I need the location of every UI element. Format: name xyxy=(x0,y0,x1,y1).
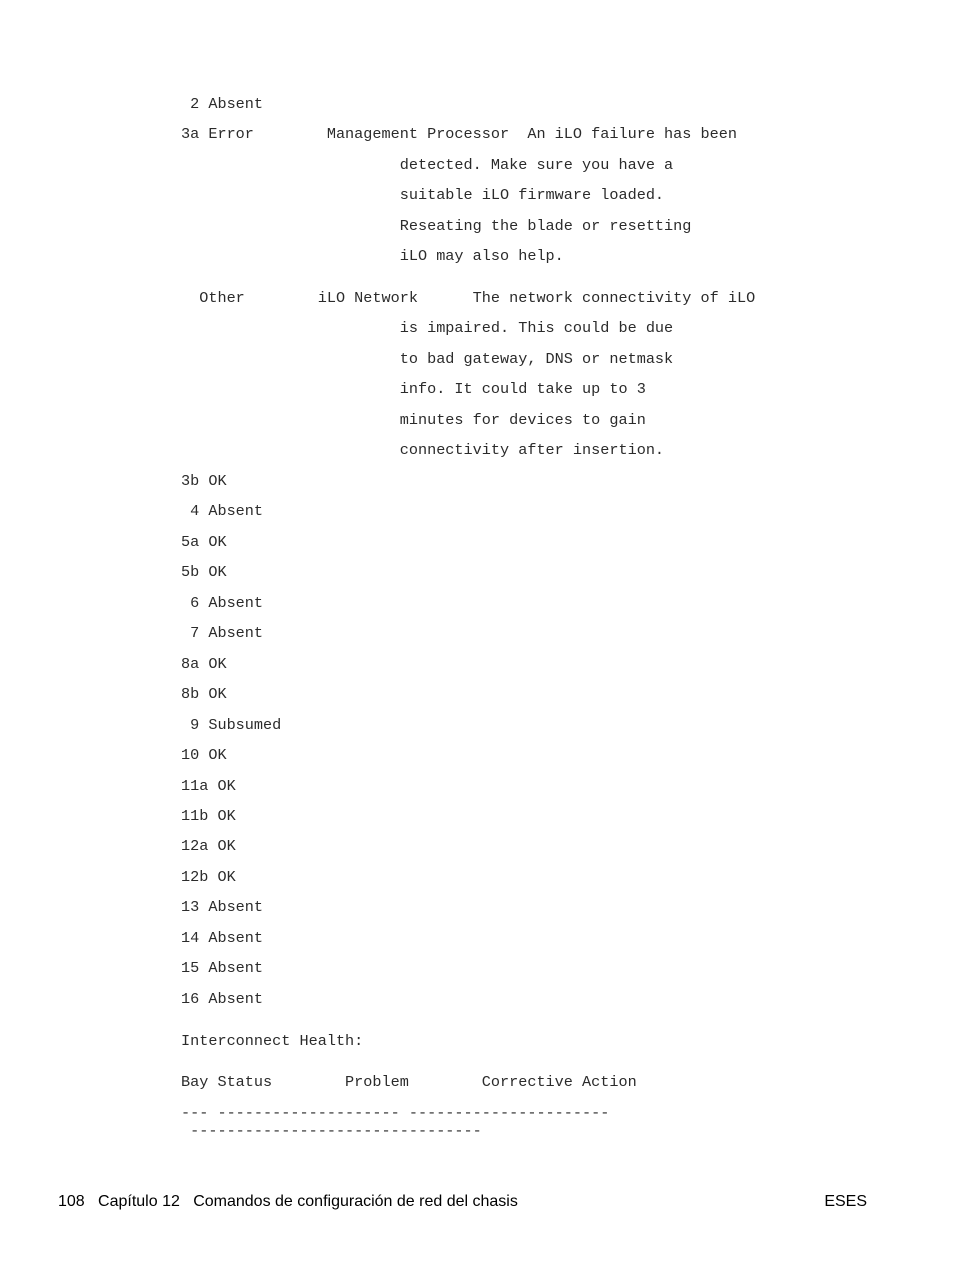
interconnect-column-headers: Bay Status Problem Corrective Action xyxy=(181,1073,637,1091)
output-line: is impaired. This could be due xyxy=(181,319,674,337)
output-line: 8a OK xyxy=(181,655,227,673)
output-line: 3b OK xyxy=(181,472,227,490)
output-line: 2 Absent xyxy=(181,95,264,113)
interconnect-heading: Interconnect Health: xyxy=(181,1032,364,1050)
output-line: connectivity after insertion. xyxy=(181,441,665,459)
output-line: Reseating the blade or resetting xyxy=(181,217,692,235)
output-line: suitable iLO firmware loaded. xyxy=(181,186,665,204)
output-line: info. It could take up to 3 xyxy=(181,380,646,398)
output-line: 14 Absent xyxy=(181,929,264,947)
output-line: 12b OK xyxy=(181,868,236,886)
page-footer-chapter: 108 Capítulo 12 Comandos de configuración de red del chasis xyxy=(58,1193,518,1210)
output-line: 5b OK xyxy=(181,563,227,581)
output-line: to bad gateway, DNS or netmask xyxy=(181,350,674,368)
output-line: 7 Absent xyxy=(181,624,264,642)
output-line: 10 OK xyxy=(181,746,227,764)
output-line: detected. Make sure you have a xyxy=(181,156,674,174)
output-line: 13 Absent xyxy=(181,898,264,916)
output-line: 15 Absent xyxy=(181,959,264,977)
output-line: 9 Subsumed xyxy=(181,716,282,734)
output-line: 6 Absent xyxy=(181,594,264,612)
output-line: 16 Absent xyxy=(181,990,264,1008)
output-line: 8b OK xyxy=(181,685,227,703)
output-line: iLO may also help. xyxy=(181,247,564,265)
output-line: 12a OK xyxy=(181,837,236,855)
output-line: 11b OK xyxy=(181,807,236,825)
output-line: 4 Absent xyxy=(181,502,264,520)
interconnect-separator: --- -------------------- ---------------------- xyxy=(181,1104,610,1122)
output-line: 5a OK xyxy=(181,533,227,551)
output-line: Other iLO Network The network connectivity of iLO xyxy=(181,289,756,307)
output-line: 3a Error Management Processor An iLO failure has been xyxy=(181,125,737,143)
interconnect-separator-continued: -------------------------------- xyxy=(181,1122,482,1140)
output-line: minutes for devices to gain xyxy=(181,411,646,429)
page-footer-locale: ESES xyxy=(824,1193,867,1210)
output-line: 11a OK xyxy=(181,777,236,795)
